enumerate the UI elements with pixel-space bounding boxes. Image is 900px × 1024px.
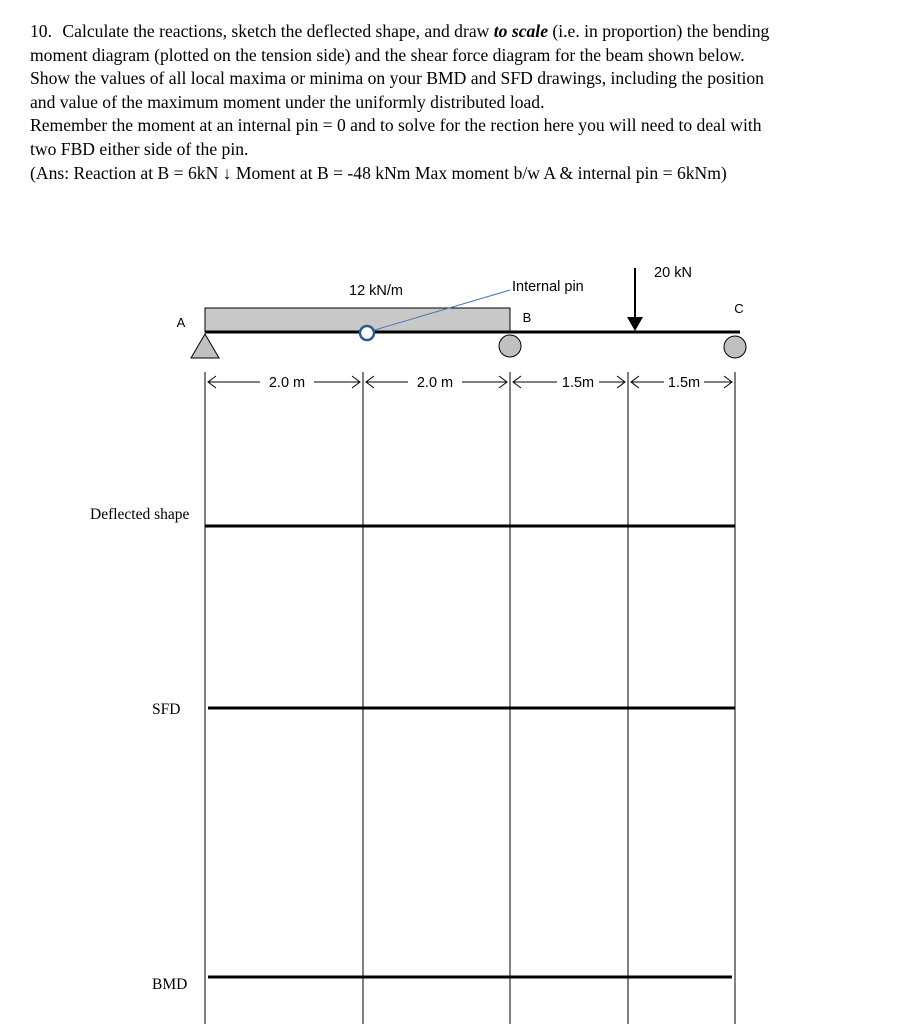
point-load-arrow-icon <box>627 317 643 331</box>
support-label-c: C <box>734 301 744 316</box>
span-label-3: 1.5m <box>561 375 595 391</box>
vertical-grid-lines <box>205 372 735 1024</box>
sfd-label: SFD <box>152 701 181 718</box>
deflected-shape-label: Deflected shape <box>90 506 190 523</box>
question-line-4: and value of the maximum moment under the uniformly distributed load. <box>30 91 545 112</box>
support-b-roller <box>499 335 521 357</box>
support-label-b: B <box>522 310 532 325</box>
question-line-5: Remember the moment at an internal pin = 0 and to solve for the rection here you will need to deal with <box>30 115 762 136</box>
answer-line: (Ans: Reaction at B = 6kN ↓ Moment at B = -48 kNm Max moment b/w A & internal pin = 6kNm) <box>30 162 727 183</box>
question-line-2: moment diagram (plotted on the tension side) and the shear force diagram for the beam shown below. <box>30 44 745 65</box>
question-line-1: 10. Calculate the reactions, sketch the deflected shape, and draw to scale (i.e. in proportion) the bending <box>30 21 770 41</box>
support-label-a: A <box>176 315 186 330</box>
span-label-2: 2.0 m <box>416 375 454 391</box>
internal-pin-hinge <box>360 326 374 340</box>
support-c-roller <box>724 336 746 358</box>
internal-pin-label: Internal pin <box>512 279 584 295</box>
span-label-1: 2.0 m <box>268 375 306 391</box>
span-label-4: 1.5m <box>667 375 701 391</box>
question-line-6: two FBD either side of the pin. <box>30 138 249 159</box>
point-load-label: 20 kN <box>654 265 692 281</box>
support-a-pin <box>191 334 219 358</box>
emphasis-to-scale: to scale <box>493 21 548 41</box>
question-number: 10. <box>30 21 52 41</box>
question-line-3: Show the values of all local maxima or minima on your BMD and SFD drawings, including the position <box>30 68 764 89</box>
bmd-label: BMD <box>152 976 188 993</box>
udl-label: 12 kN/m <box>349 283 403 299</box>
udl-block <box>205 308 510 332</box>
